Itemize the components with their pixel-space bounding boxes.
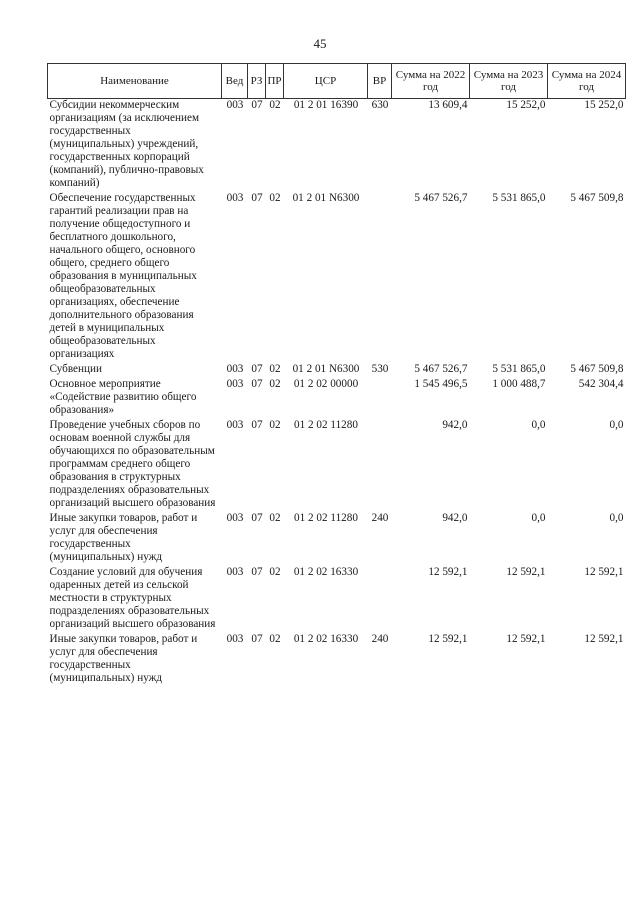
cell-sum-2024: 0,0 (609, 512, 624, 524)
cell-ved: 003 (226, 99, 244, 111)
cell-sum-2023: 12 592,1 (506, 633, 546, 645)
cell-vr (368, 192, 392, 363)
table-row (48, 512, 626, 566)
cell-sum-2023: 5 531 865,0 (492, 363, 546, 375)
cell-name: Субсидии некоммерческим организациям (за исключением государственных (муниципальных) учреждений, государственных корпораций (компаний), публично-правовых компаний) (49, 99, 204, 189)
cell-pr: 02 (269, 378, 281, 390)
cell-rz: 07 (251, 363, 263, 375)
table-row (48, 419, 626, 512)
cell-ved: 003 (226, 633, 244, 645)
cell-sum-2022: 5 467 526,7 (414, 192, 468, 204)
cell-csr: 01 2 02 11280 (294, 419, 358, 431)
table-row (48, 192, 626, 363)
cell-rz: 07 (251, 512, 263, 524)
table-row (48, 633, 626, 687)
cell-sum-2023: 5 531 865,0 (492, 192, 546, 204)
cell-ved: 003 (226, 192, 244, 204)
cell-rz: 07 (251, 633, 263, 645)
cell-name: Основное мероприятие «Содействие развитию общего образования» (49, 378, 197, 416)
cell-vr: 240 (371, 512, 389, 524)
cell-ved: 003 (226, 363, 244, 375)
cell-ved: 003 (226, 512, 244, 524)
cell-sum-2022: 942,0 (442, 512, 468, 524)
cell-sum-2024: 542 304,4 (578, 378, 624, 390)
table-body (48, 99, 626, 688)
cell-sum-2023: 1 000 488,7 (492, 378, 546, 390)
cell-sum-2024: 0,0 (609, 419, 624, 431)
cell-name: Проведение учебных сборов по основам военной службы для обучающихся по образовательным программам среднего общего образования в структурных подразделениях образовательных организаций высшего образования (49, 419, 216, 509)
cell-csr: 01 2 01 N6300 (292, 363, 360, 375)
cell-pr: 02 (269, 99, 281, 111)
cell-pr: 02 (269, 512, 281, 524)
cell-name: Субвенции (49, 363, 102, 375)
cell-pr: 02 (269, 566, 281, 578)
header-ved: Вед (222, 64, 248, 99)
cell-sum-2022: 5 467 526,7 (414, 363, 468, 375)
cell-sum-2022: 942,0 (442, 419, 468, 431)
table-row (48, 378, 626, 419)
cell-vr (368, 566, 392, 633)
cell-pr: 02 (269, 633, 281, 645)
table-row (48, 566, 626, 633)
cell-csr: 01 2 02 16330 (293, 633, 359, 645)
cell-sum-2023: 0,0 (531, 512, 546, 524)
cell-ved: 003 (226, 378, 244, 390)
cell-sum-2022: 12 592,1 (428, 633, 468, 645)
cell-csr: 01 2 01 16390 (293, 99, 359, 111)
cell-sum-2022: 1 545 496,5 (414, 378, 468, 390)
cell-rz: 07 (251, 419, 263, 431)
page-number: 45 (313, 36, 327, 51)
cell-sum-2023: 15 252,0 (506, 99, 546, 111)
header-pr: ПР (266, 64, 284, 99)
table-header-row (48, 64, 626, 99)
cell-vr: 530 (371, 363, 389, 375)
cell-rz: 07 (251, 192, 263, 204)
cell-ved: 003 (226, 566, 244, 578)
cell-sum-2023: 0,0 (531, 419, 546, 431)
cell-name: Иные закупки товаров, работ и услуг для обеспечения государственных (муниципальных) нужд (49, 633, 198, 684)
table-row (48, 99, 626, 193)
cell-sum-2023: 12 592,1 (506, 566, 546, 578)
cell-name: Создание условий для обучения одаренных детей из сельской местности в структурных подразделениях образовательных организаций высшего образования (49, 566, 216, 630)
header-sum-2022: Сумма на 2022 год (392, 64, 470, 99)
header-sum-2024: Сумма на 2024 год (548, 64, 626, 99)
cell-csr: 01 2 02 00000 (293, 378, 359, 390)
cell-vr: 630 (371, 99, 389, 111)
header-rz: РЗ (248, 64, 266, 99)
cell-vr: 240 (371, 633, 389, 645)
cell-pr: 02 (269, 192, 281, 204)
budget-table (47, 63, 626, 687)
cell-sum-2024: 15 252,0 (584, 99, 624, 111)
cell-vr (368, 378, 392, 419)
header-vr: ВР (368, 64, 392, 99)
cell-sum-2022: 12 592,1 (428, 566, 468, 578)
cell-vr (368, 419, 392, 512)
header-name: Наименование (48, 64, 222, 99)
cell-sum-2024: 12 592,1 (584, 633, 624, 645)
cell-sum-2024: 12 592,1 (584, 566, 624, 578)
cell-name: Иные закупки товаров, работ и услуг для обеспечения государственных (муниципальных) нужд (49, 512, 198, 563)
cell-name: Обеспечение государственных гарантий реализации прав на получение общедоступного и бесплатного дошкольного, начального общего, основного общего, среднего общего образования в муниципальных общеобразовательных организациях, обеспечение дополнительного образования детей в муниципальных общеобразовательных организациях (49, 192, 197, 360)
cell-sum-2024: 5 467 509,8 (570, 363, 624, 375)
cell-sum-2022: 13 609,4 (428, 99, 468, 111)
cell-rz: 07 (251, 99, 263, 111)
cell-pr: 02 (269, 363, 281, 375)
cell-csr: 01 2 01 N6300 (292, 192, 360, 204)
cell-rz: 07 (251, 566, 263, 578)
table-row (48, 363, 626, 378)
cell-csr: 01 2 02 11280 (294, 512, 358, 524)
header-sum-2023: Сумма на 2023 год (470, 64, 548, 99)
header-csr: ЦСР (284, 64, 368, 99)
cell-ved: 003 (226, 419, 244, 431)
cell-pr: 02 (269, 419, 281, 431)
cell-csr: 01 2 02 16330 (293, 566, 359, 578)
cell-rz: 07 (251, 378, 263, 390)
cell-sum-2024: 5 467 509,8 (570, 192, 624, 204)
